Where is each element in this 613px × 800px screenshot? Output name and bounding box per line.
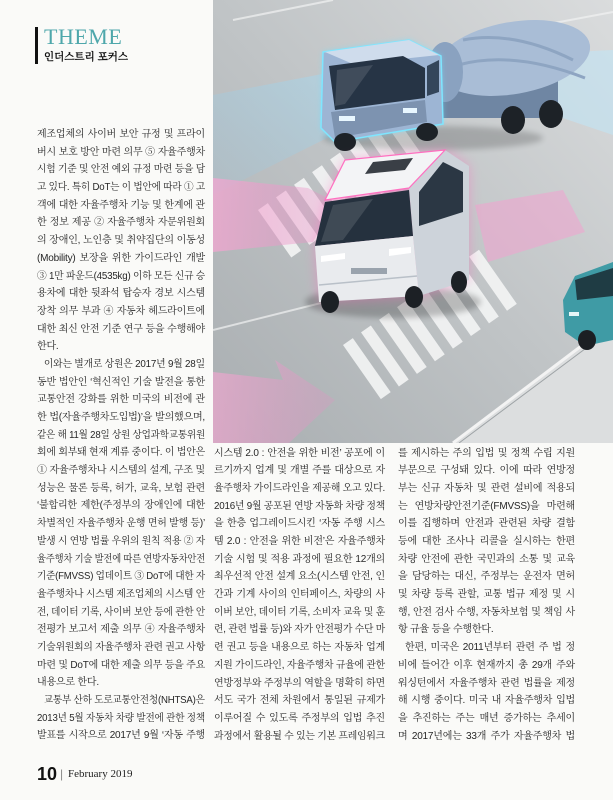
text-line: 한 법(자율주행차도입법)’을 발의했으며, [37,412,205,423]
autonomous-vehicles-illustration [213,0,613,443]
text-line: 부문으로 구성돼 있다. 이에 따라 연방정 [398,465,575,477]
text-line: 이와는 별개로 상원은 2017년 9월 28일 [43,358,205,370]
paragraph [398,639,575,745]
text-line: 기술위원회의 자율주행차 관련 권고 사항 [37,641,205,653]
text-line: 장착 의무 부과 ④ 자동차 헤드라이트에 [37,305,205,317]
text-line: 템 2.0 : 안전을 위한 비전’은 자율주행차 [214,536,385,548]
section-label: 인더스트리 포커스 [44,51,129,63]
theme-label: THEME [44,24,123,49]
text-line: 교통안전 강화를 위한 미국의 비전에 관 [37,394,205,406]
text-line: 고 있다. 특히 DoT는 이 법안에 따라 ① 고 [37,182,205,194]
text-line: 성능은 물론 등록, 허가, 교육, 보험 관련 [37,482,205,494]
text-line: 전, 데이터 기록, 사이버 보안 등에 관한 안 [37,606,205,618]
text-line: 시스템 2.0 : 안전을 위한 비전’ 공포에 이 [214,447,385,459]
text-line: 한 정보 제공 ② 자율주행차 자문위원회 [37,217,205,229]
text-line: 최우선적 안전 설계 요소(시스템 안전, 인 [214,571,385,583]
text-line: 2013년 5월 자동차 차량 발전에 관한 정책 [37,712,205,724]
text-line: 한다. [37,341,59,353]
illustration [213,0,613,443]
page-number: 10 [37,764,58,784]
text-line: ‘불합리한 제한(주정부의 장애인에 대한 [37,500,205,512]
text-line: 이를 집행하며 안전과 관련된 차량 결함 [398,518,575,530]
text-column-1 [37,126,205,745]
text-line: 2016년 9월 공포된 연방 자동화 차량 정책 [214,500,385,512]
text-line: 대한 최신 안전 기준 연구 등을 수행해야 [37,323,205,335]
text-line: 기준(FMVSS) 업데이트 ③ DoT에 대한 자 [37,571,205,583]
text-line: ③ 1만 파운드(4535kg) 이하 모든 신규 승 [37,270,205,282]
text-line: ① 자율주행차나 시스템의 설계, 구조 및 [37,465,205,477]
text-line: 발표를 시작으로 2017년 9월 ‘자동 주행 [37,730,205,742]
text-line: 을 담당하는 대신, 주정부는 운전자 면허 [398,571,575,583]
text-line: 율주행차 기술 발전에 따른 연방자동차안전 [37,553,205,565]
text-line: 서도 국가 전체 차원에서 통일된 규제가 [214,695,385,707]
text-line: 행, 안전 검사 수행, 자동차보험 및 책임 사 [398,606,575,618]
paragraph [37,356,205,692]
text-line: 간과 기계 사이의 인터페이스, 차량의 사 [214,589,385,601]
text-line: 회에 회부돼 현재 계류 중이다. 이 법안은 [37,447,205,459]
paragraph [398,445,575,640]
text-line: 율주행차나 시스템 제조업체의 시스템 안 [37,588,205,600]
text-line: 련, 관련 법률 등)와 자가 안전평가 수단 마 [214,624,385,636]
issue-date: February 2019 [68,768,133,780]
text-line: 부는 신규 자동차 및 관련 설비에 적용되 [398,482,575,494]
text-line: 한편, 미국은 2011년부터 관련 주 법 정 [405,642,575,654]
footer-separator: | [60,767,64,781]
paragraph [37,692,205,745]
text-line: 의 장애인, 노인층 및 취약집단의 이동성 [37,235,205,247]
text-line: 과정에서 활용될 수 있는 기본 프레임워크 [214,730,385,742]
text-line: 발생 시 연방 법률 우위의 원칙 적용 ② 자 [37,535,205,547]
text-line: 를 제시하는 주의 입법 및 정책 수립 지원 [398,447,575,459]
text-line: 항 규율 등을 수행한다. [398,624,494,636]
text-column-3 [398,445,575,746]
text-line: 같은 해 11월 28일 상원 상업과학교통위원 [37,429,205,441]
text-line: 지원 가이드라인, 자율주행차 규율에 관한 [214,659,385,671]
text-line: 을 추진하는 주는 매년 증가하는 추세이 [398,712,575,724]
text-column-2 [214,445,385,746]
text-line: 및 차량 등록 관할, 교통 법규 제정 및 시 [398,589,575,601]
text-line: 제조업체의 사이버 보안 규정 및 프라이 [37,129,205,140]
text-line: 마련 및 DoT에 대한 제출 의무 등을 주요 [37,659,205,671]
text-line: 전평가 보고서 제출 의무 ④ 자율주행차 [37,624,205,636]
text-line: 련 권고 등을 내용으로 하는 자동차 업계 [214,642,385,654]
text-line: 며 2017년에는 33개 주가 자율주행차 법 [398,730,575,742]
text-line: (Mobility) 보장을 위한 가이드라인 개발 [37,252,205,264]
text-line: 내용으로 한다. [37,677,99,689]
paragraph [214,445,385,746]
text-line: 동반 법안인 ‘혁신적인 기술 발전을 통한 [37,376,205,388]
text-line: 차량 안전에 관한 국민과의 소통 및 교육 [398,553,575,565]
text-line: 버시 보호 방안 마련 의무 ⑤ 자율주행차 [37,146,205,158]
header-accent-bar [35,27,38,64]
text-line: 용차에 대한 뒷좌석 탑승자 경보 시스템 [37,288,205,300]
text-line: 시험 기준 및 안전 예외 규정 마련 등을 담 [37,164,205,176]
text-line: 는 연방차량안전기준(FMVSS)을 마련해 [398,500,575,512]
text-line: 차별적인 자율주행차 운행 면허 발행 등)’ [37,518,205,530]
text-line: 을 한층 업그레이드시킨 ‘자동 주행 시스 [214,518,385,530]
text-line: 연방정부와 주정부의 역할을 명확히 하면 [214,677,385,689]
text-line: 객에 대한 자율주행차 기능 및 한계에 관 [37,199,205,211]
text-line: 교통부 산하 도로교통안전청(NHTSA)은 [43,695,205,706]
text-line: 해 시행 중이다. 미국 내 자율주행차 입법 [398,695,575,707]
text-line: 기술 시험 및 적용 과정에 필요한 12개의 [214,553,385,565]
paragraph [37,126,205,356]
text-line: 등에 대한 조사나 리콜을 실시하는 한편 [398,536,575,548]
text-line: 이루어질 수 있도록 주정부의 입법 추진 [214,712,385,724]
text-line: 이버 보안, 데이터 기록, 소비자 교육 및 훈 [214,606,385,618]
text-line: 르기까지 업계 및 개별 주를 대상으로 자 [214,465,385,477]
text-line: 율주행차 가이드라인을 제공해 오고 있다. [214,482,385,494]
text-line: 비에 들어간 이후 현재까지 총 29개 주와 [398,659,575,671]
text-line: 워싱턴에서 자율주행차 관련 법률을 제정 [398,677,575,689]
